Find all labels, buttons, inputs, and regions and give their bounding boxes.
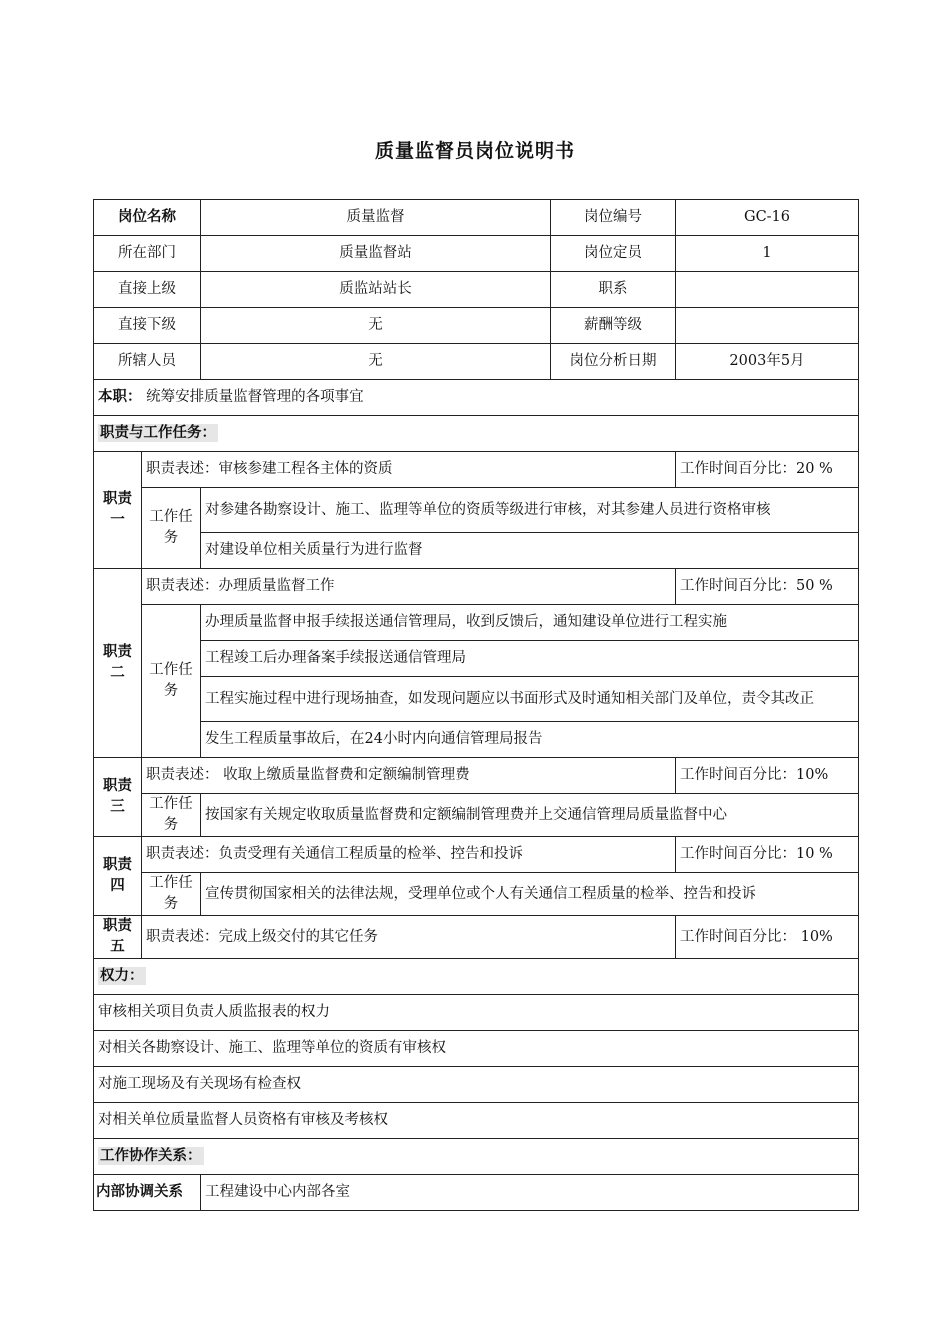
relation-header-row [94, 1139, 859, 1175]
info-label: 直接下级 [94, 308, 201, 344]
task-item: 工程竣工后办理备案手续报送通信管理局 [201, 641, 859, 677]
power-row [94, 995, 859, 1031]
duties-header-row [94, 416, 859, 452]
task-item: 对参建各勘察设计、施工、监理等单位的资质等级进行审核，对其参建人员进行资格审核 [201, 488, 859, 533]
page-title: 质量监督员岗位说明书 [374, 140, 575, 162]
duty-desc: 职责表述：完成上级交付的其它任务 [142, 916, 676, 959]
info-value: 质监站站长 [201, 272, 551, 308]
internal-relation-row [94, 1175, 859, 1211]
duty-percent: 工作时间百分比：20 % [676, 452, 859, 488]
power-row [94, 1103, 859, 1139]
info-label: 薪酬等级 [551, 308, 676, 344]
info-value: 1 [676, 236, 859, 272]
task-item: 发生工程质量事故后，在24小时内向通信管理局报告 [201, 722, 859, 758]
task-row [94, 533, 859, 569]
info-label: 所在部门 [94, 236, 201, 272]
info-label: 岗位名称 [94, 200, 201, 236]
duty-row [94, 916, 859, 959]
info-value: 质量监督 [201, 200, 551, 236]
duty-label: 职责一 [94, 452, 142, 569]
duty-main-text: 统筹安排质量监督管理的各项事宜 [146, 389, 364, 405]
duty-percent: 工作时间百分比：10 % [676, 837, 859, 873]
power-item: 审核相关项目负责人质监报表的权力 [94, 995, 859, 1031]
duty-label: 职责五 [94, 916, 142, 959]
power-row [94, 1067, 859, 1103]
info-label: 所辖人员 [94, 344, 201, 380]
duties-header: 职责与工作任务： [100, 425, 216, 441]
duty-label: 职责四 [94, 837, 142, 916]
task-row [94, 641, 859, 677]
task-item: 宣传贯彻国家相关的法律法规，受理单位或个人有关通信工程质量的检举、控告和投诉 [201, 873, 859, 916]
duty-row [94, 837, 859, 873]
task-item: 办理质量监督申报手续报送通信管理局，收到反馈后，通知建设单位进行工程实施 [201, 605, 859, 641]
task-item: 按国家有关规定收取质量监督费和定额编制管理费并上交通信管理局质量监督中心 [201, 794, 859, 837]
duty-label: 职责三 [94, 758, 142, 837]
task-row [94, 873, 859, 916]
duty-label: 职责二 [94, 569, 142, 758]
duty-desc: 职责表述： 收取上缴质量监督费和定额编制管理费 [142, 758, 676, 794]
info-row [94, 344, 859, 380]
task-row [94, 794, 859, 837]
task-item: 对建设单位相关质量行为进行监督 [201, 533, 859, 569]
duty-row [94, 452, 859, 488]
task-label: 工作任务 [142, 794, 201, 837]
duty-desc: 职责表述：办理质量监督工作 [142, 569, 676, 605]
power-item: 对相关各勘察设计、施工、监理等单位的资质有审核权 [94, 1031, 859, 1067]
duty-desc: 职责表述：负责受理有关通信工程质量的检举、控告和投诉 [142, 837, 676, 873]
task-row [94, 605, 859, 641]
duty-desc: 职责表述：审核参建工程各主体的资质 [142, 452, 676, 488]
power-item: 对施工现场及有关现场有检查权 [94, 1067, 859, 1103]
info-row [94, 236, 859, 272]
task-row [94, 488, 859, 533]
relation-header: 工作协作关系： [100, 1148, 202, 1164]
info-value: 2003年5月 [676, 344, 859, 380]
info-row [94, 200, 859, 236]
info-row [94, 272, 859, 308]
task-label: 工作任务 [142, 873, 201, 916]
info-value: 无 [201, 308, 551, 344]
info-label: 岗位定员 [551, 236, 676, 272]
duty-percent: 工作时间百分比：10% [676, 758, 859, 794]
info-value: 质量监督站 [201, 236, 551, 272]
power-header-row [94, 959, 859, 995]
job-description-table [93, 199, 859, 1211]
info-value: 无 [201, 344, 551, 380]
task-label: 工作任务 [142, 488, 201, 569]
power-header: 权力： [100, 968, 144, 984]
task-item: 工程实施过程中进行现场抽查，如发现问题应以书面形式及时通知相关部门及单位，责令其改正 [201, 677, 859, 722]
duty-percent: 工作时间百分比： 10% [676, 916, 859, 959]
duty-main-label: 本职： [98, 389, 142, 405]
duty-percent: 工作时间百分比：50 % [676, 569, 859, 605]
info-value [676, 272, 859, 308]
task-label: 工作任务 [142, 605, 201, 758]
info-label: 职系 [551, 272, 676, 308]
duty-row [94, 758, 859, 794]
info-value: GC-16 [676, 200, 859, 236]
info-row [94, 308, 859, 344]
task-row [94, 677, 859, 722]
power-row [94, 1031, 859, 1067]
info-label: 岗位分析日期 [551, 344, 676, 380]
info-label: 岗位编号 [551, 200, 676, 236]
duty-main-row [94, 380, 859, 416]
task-row [94, 722, 859, 758]
power-item: 对相关单位质量监督人员资格有审核及考核权 [94, 1103, 859, 1139]
info-value [676, 308, 859, 344]
internal-relation-value: 工程建设中心内部各室 [201, 1175, 859, 1211]
info-label: 直接上级 [94, 272, 201, 308]
duty-row [94, 569, 859, 605]
internal-relation-label: 内部协调关系 [94, 1175, 201, 1211]
